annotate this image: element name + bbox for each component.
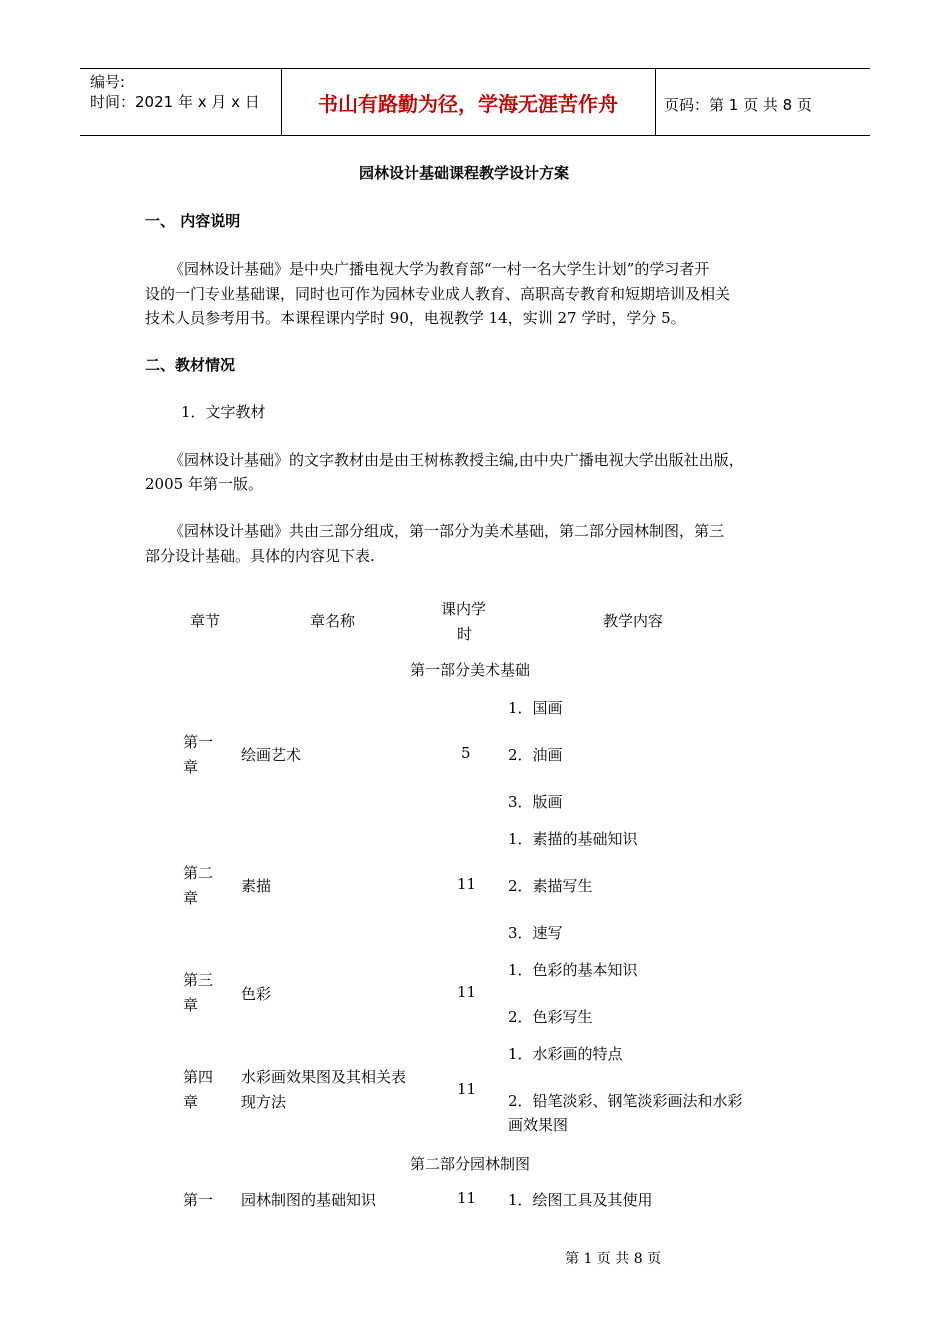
header-time-label: 时间：2021 年 x 月 x 日 (90, 93, 260, 111)
table-row-4-chapter: 第四 章 (183, 1068, 214, 1111)
section2-para1-line1: 《园林设计基础》的文字教材由是由王树栋教授主编,由中央广播电视大学出版社出版， (169, 451, 744, 469)
table-header-content: 教学内容 (603, 612, 664, 630)
table-row-4-item-3: 画效果图 (508, 1116, 569, 1134)
table-row-1-hours: 5 (461, 744, 471, 762)
table-header-chapter: 章节 (190, 612, 221, 630)
section1-heading: 一、 内容说明 (145, 212, 241, 230)
header-page-info: 页码：第 1 页 共 8 页 (664, 96, 812, 114)
table-row-4-item-1: 1．水彩画的特点 (508, 1045, 623, 1063)
header-motto: 书山有路勤为径，学海无涯苦作舟 (318, 92, 618, 116)
table-header-hours-1: 课内学 (441, 600, 487, 618)
section1-line-2: 设的一门专业基础课，同时也可作为园林专业成人教育、高职高专教育和短期培训及相关 (145, 285, 731, 303)
table-part1-heading: 第一部分美术基础 (410, 661, 531, 679)
table-row-5-name: 园林制图的基础知识 (241, 1191, 377, 1209)
section2-para1-line2: 2005 年第一版。 (145, 475, 263, 493)
table-row-2-name: 素描 (241, 877, 272, 895)
section2-sub1: 1．文字教材 (181, 403, 266, 421)
table-row-2-chapter: 第二 章 (183, 864, 214, 907)
table-row-4-item-2: 2．铅笔淡彩、钢笔淡彩画法和水彩 (508, 1092, 743, 1110)
table-row-1-item-3: 3．版画 (508, 793, 563, 811)
table-row-2-hours: 11 (457, 875, 477, 893)
table-row-1-name: 绘画艺术 (241, 746, 302, 764)
section1-line-3: 技术人员参考用书。本课程课内学时 90，电视教学 14，实训 27 学时，学分 5。 (145, 309, 686, 327)
table-row-3-chapter: 第三 章 (183, 971, 214, 1014)
table-row-1-chapter: 第一 章 (183, 733, 214, 776)
table-row-2-item-2: 2．素描写生 (508, 877, 593, 895)
section2-heading: 二、教材情况 (145, 356, 236, 374)
table-header-hours-2: 时 (457, 625, 473, 643)
table-row-4-name: 水彩画效果图及其相关表 现方法 (241, 1068, 407, 1111)
table-row-5-item-1: 1．绘图工具及其使用 (508, 1191, 653, 1209)
table-row-3-item-1: 1．色彩的基本知识 (508, 961, 638, 979)
table-row-3-hours: 11 (457, 983, 477, 1001)
table-row-4-hours: 11 (457, 1080, 477, 1098)
header-divider-right (655, 68, 656, 136)
table-part2-heading: 第二部分园林制图 (410, 1155, 531, 1173)
section1-line-1: 《园林设计基础》是中央广播电视大学为教育部“一村一名大学生计划”的学习者开 (169, 260, 710, 278)
table-row-1-item-2: 2．油画 (508, 746, 563, 764)
header-number-label: 编号: (90, 73, 126, 91)
page-footer: 第 1 页 共 8 页 (565, 1251, 662, 1267)
document-title: 园林设计基础课程教学设计方案 (359, 164, 570, 182)
table-header-name: 章名称 (310, 612, 356, 630)
section2-para2-line2: 部分设计基础。具体的内容见下表. (145, 547, 375, 565)
table-row-2-item-1: 1．素描的基础知识 (508, 830, 638, 848)
table-row-1-item-1: 1．国画 (508, 699, 563, 717)
table-row-3-name: 色彩 (241, 985, 272, 1003)
table-row-5-hours: 11 (457, 1189, 477, 1207)
table-row-2-item-3: 3．速写 (508, 924, 563, 942)
section2-para2-line1: 《园林设计基础》共由三部分组成，第一部分为美术基础，第二部分园林制图，第三 (169, 522, 725, 540)
table-row-3-item-2: 2．色彩写生 (508, 1008, 593, 1026)
table-row-5-chapter: 第一 (183, 1191, 214, 1209)
